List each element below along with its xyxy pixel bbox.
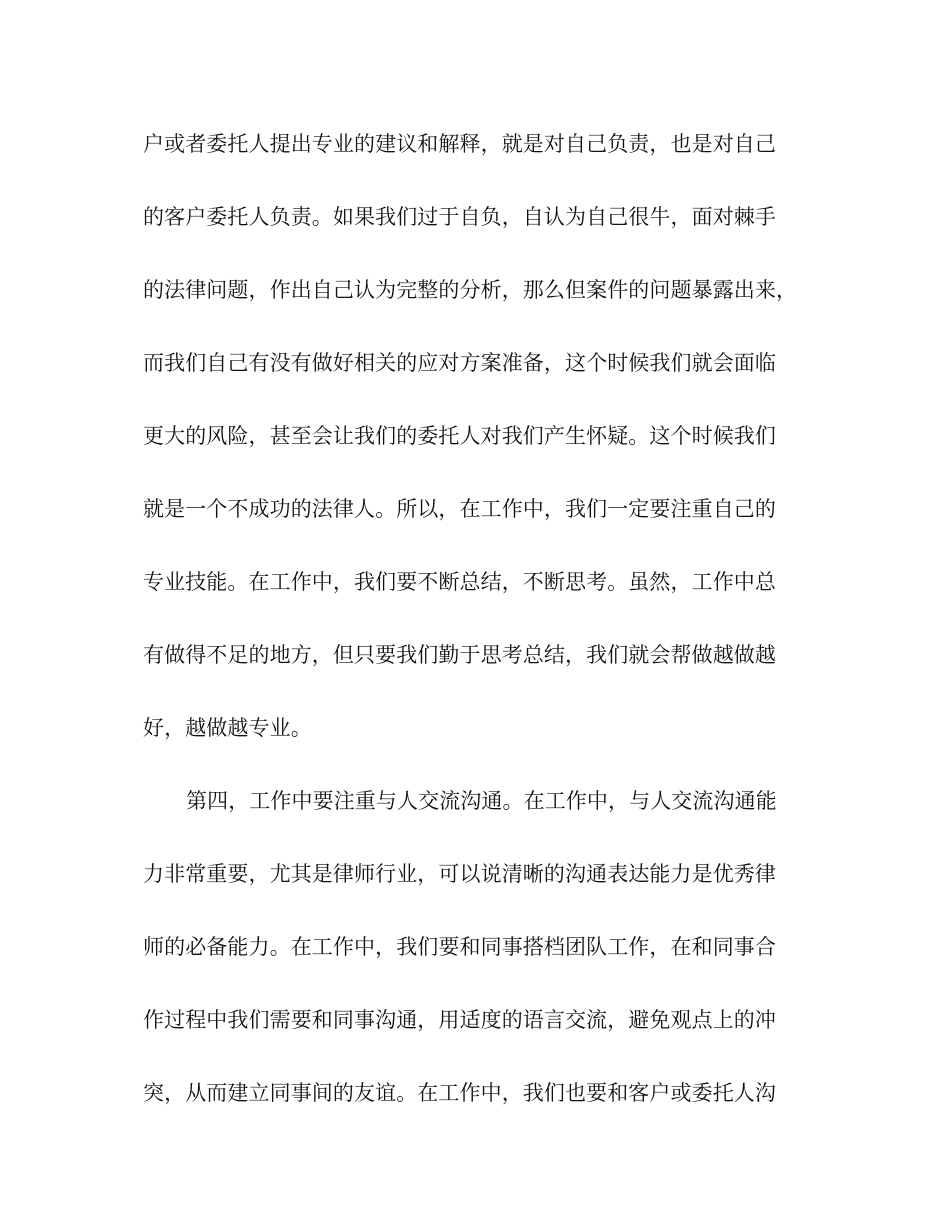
- text-line: 的客户委托人负责。如果我们过于自负，自认为自己很牛，面对棘手: [143, 205, 776, 229]
- text-line: 好，越做越专业。: [143, 716, 312, 740]
- text-line: 师的必备能力。在工作中，我们要和同事搭档团队工作，在和同事合: [143, 935, 776, 959]
- text-line: 户或者委托人提出专业的建议和解释，就是对自己负责，也是对自己: [143, 132, 776, 156]
- text-line: 的法律问题，作出自己认为完整的分析，那么但案件的问题暴露出来，: [143, 278, 798, 302]
- paragraph-first-line: 第四，工作中要注重与人交流沟通。在工作中，与人交流沟通能: [186, 789, 777, 813]
- text-line: 而我们自己有没有做好相关的应对方案准备，这个时候我们就会面临: [143, 351, 776, 375]
- text-line: 力非常重要，尤其是律师行业，可以说清晰的沟通表达能力是优秀律: [143, 862, 776, 886]
- text-line: 更大的风险，甚至会让我们的委托人对我们产生怀疑。这个时候我们: [143, 424, 776, 448]
- text-line: 突，从而建立同事间的友谊。在工作中，我们也要和客户或委托人沟: [143, 1081, 776, 1105]
- text-line: 就是一个不成功的法律人。所以，在工作中，我们一定要注重自己的: [143, 497, 776, 521]
- text-line: 专业技能。在工作中，我们要不断总结，不断思考。虽然，工作中总: [143, 570, 776, 594]
- text-line: 作过程中我们需要和同事沟通，用适度的语言交流，避免观点上的冲: [143, 1008, 776, 1032]
- text-line: 有做得不足的地方，但只要我们勤于思考总结，我们就会帮做越做越: [143, 643, 776, 667]
